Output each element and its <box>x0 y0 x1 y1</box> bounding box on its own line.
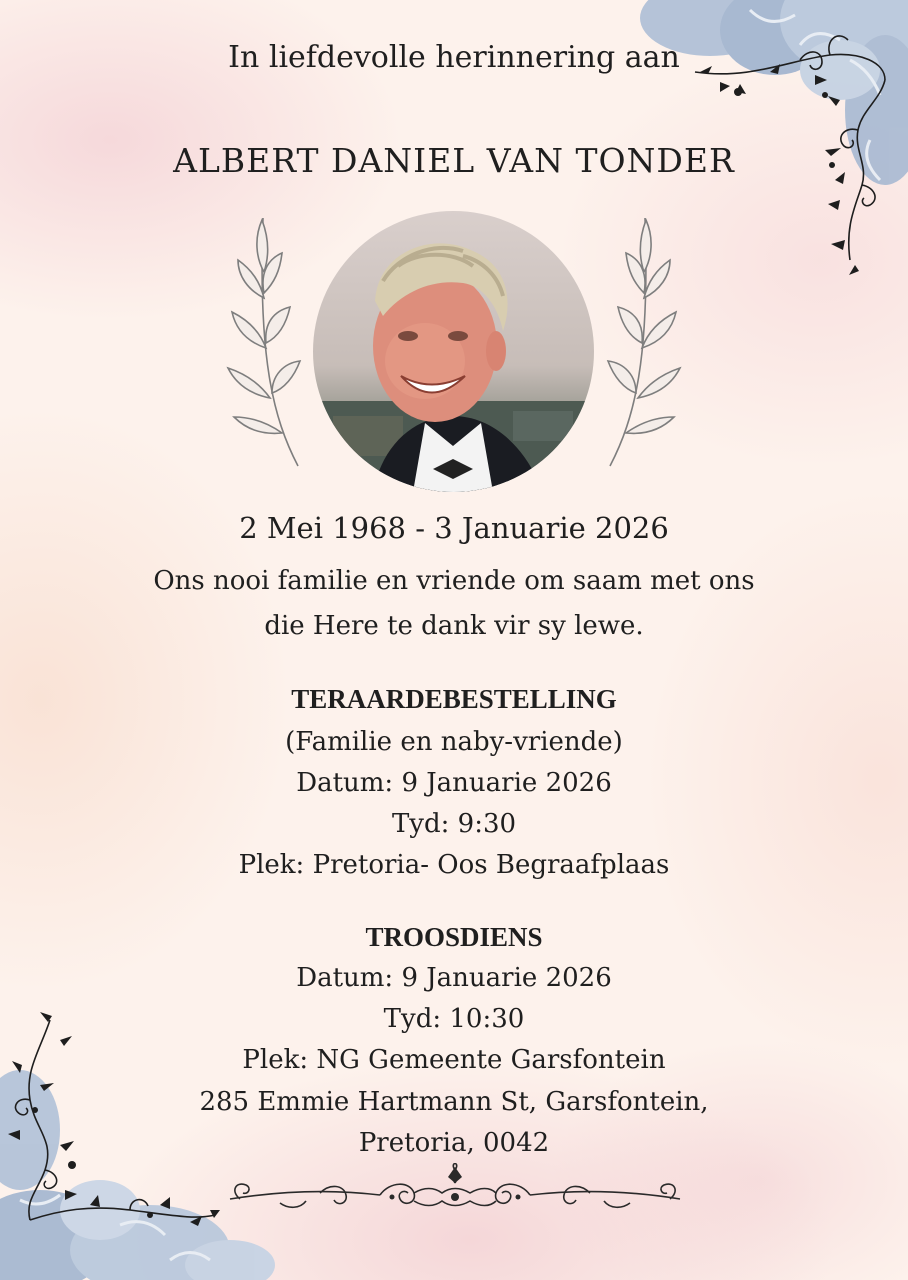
burial-date: Datum: 9 Januarie 2026 <box>296 768 612 798</box>
invitation-line-1: Ons nooi familie en vriende om saam met ons <box>153 566 755 596</box>
deceased-name: ALBERT DANIEL VAN TONDER <box>173 141 735 180</box>
invitation-line-2: die Here te dank vir sy lewe. <box>264 611 644 641</box>
burial-place: Plek: Pretoria- Oos Begraafplaas <box>238 850 670 880</box>
laurel-branch-right-icon <box>598 218 690 470</box>
portrait-photo <box>313 211 594 492</box>
memorial-address-line-1: 285 Emmie Hartmann St, Garsfontein, <box>199 1087 709 1117</box>
memorial-time: Tyd: 10:30 <box>383 1004 525 1034</box>
burial-time: Tyd: 9:30 <box>391 809 517 839</box>
burial-heading: TERAARDEBESTELLING <box>291 684 617 714</box>
laurel-branch-left-icon <box>218 218 310 470</box>
memorial-heading: TROOSDIENS <box>365 922 543 952</box>
memorial-address-line-2: Pretoria, 0042 <box>358 1128 550 1158</box>
intro-text: In liefdevolle herinnering aan <box>228 40 680 75</box>
life-dates: 2 Mei 1968 - 3 Januarie 2026 <box>239 511 669 545</box>
memorial-place: Plek: NG Gemeente Garsfontein <box>242 1045 666 1075</box>
burial-note: (Familie en naby-vriende) <box>285 727 623 757</box>
scroll-divider-icon <box>220 1163 690 1223</box>
memorial-date: Datum: 9 Januarie 2026 <box>296 963 612 993</box>
